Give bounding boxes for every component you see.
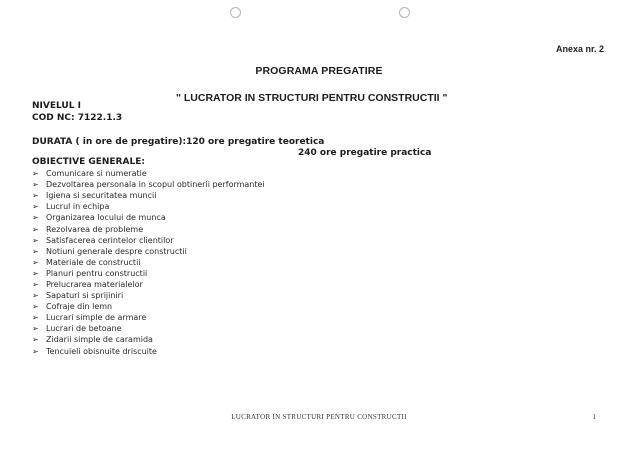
document-title: PROGRAMA PREGATIRE (255, 65, 383, 77)
arrow-right-icon: ➢ (32, 302, 39, 312)
list-item: ➢ Zidarii simple de caramida (32, 335, 153, 345)
list-item: ➢ Comunicare si numeratie (32, 169, 147, 179)
list-item: ➢ Prelucrarea materialelor (32, 279, 143, 289)
list-item: ➢ Notiuni generale despre constructii (32, 246, 187, 256)
annex-label: Anexa nr. 2 (555, 44, 604, 54)
duration-practice: 240 ore pregatire practica (298, 148, 432, 158)
arrow-right-icon: ➢ (32, 324, 39, 334)
list-item: ➢ Satisfacerea cerintelor clientilor (32, 235, 174, 245)
document-subtitle: " LUCRATOR IN STRUCTURI PENTRU CONSTRUCTII " (176, 92, 448, 104)
punch-hole-left (230, 7, 241, 18)
arrow-right-icon: ➢ (32, 235, 39, 245)
arrow-right-icon: ➢ (32, 169, 39, 179)
duration-label: DURATA ( in ore de pregatire): (32, 137, 187, 147)
duration-theory: 120 ore pregatire teoretica (186, 137, 325, 147)
page-footer: LUCRATOR IN STRUCTURI PENTRU CONSTRUCTII (231, 413, 407, 421)
objectives-list (32, 168, 265, 357)
arrow-right-icon: ➢ (32, 346, 39, 356)
level-label: NIVELUL I (32, 101, 81, 111)
level-block (32, 101, 122, 124)
code-label: COD NC: 7122.1.3 (32, 112, 123, 123)
list-item: ➢ Igiena si securitatea muncii (32, 191, 157, 201)
list-item: ➢ Lucrul in echipa (32, 202, 110, 212)
arrow-right-icon: ➢ (32, 268, 39, 278)
arrow-right-icon: ➢ (32, 313, 39, 323)
arrow-right-icon: ➢ (32, 202, 39, 212)
list-item: ➢ Sapaturi si sprijiniri (32, 291, 124, 301)
list-item: ➢ Planuri pentru constructii (32, 268, 148, 278)
list-item: ➢ Cofraje din lemn (32, 302, 113, 312)
punch-hole-right (399, 7, 410, 18)
arrow-right-icon: ➢ (32, 224, 39, 234)
list-item: ➢ Tencuieli obisnuite driscuite (32, 346, 157, 356)
arrow-right-icon: ➢ (32, 257, 39, 267)
duration-block (32, 137, 432, 158)
arrow-right-icon: ➢ (32, 246, 39, 256)
objectives-heading: OBIECTIVE GENERALE: (32, 157, 145, 167)
arrow-right-icon: ➢ (32, 335, 39, 345)
arrow-right-icon: ➢ (32, 180, 39, 190)
list-item: ➢ Lucrari simple de armare (32, 313, 147, 323)
list-item: ➢ Dezvoltarea personala in scopul obtinerii performantei (32, 180, 265, 190)
arrow-right-icon: ➢ (32, 291, 39, 301)
page-number: 1 (592, 413, 596, 421)
arrow-right-icon: ➢ (32, 191, 39, 201)
list-item: ➢ Lucrari de betoane (32, 324, 122, 334)
list-item: ➢ Rezolvarea de probleme (32, 224, 144, 234)
list-item: ➢ Materiale de constructii (32, 257, 141, 267)
arrow-right-icon: ➢ (32, 279, 39, 289)
arrow-right-icon: ➢ (32, 213, 39, 223)
list-item: ➢ Organizarea locului de munca (32, 213, 166, 223)
